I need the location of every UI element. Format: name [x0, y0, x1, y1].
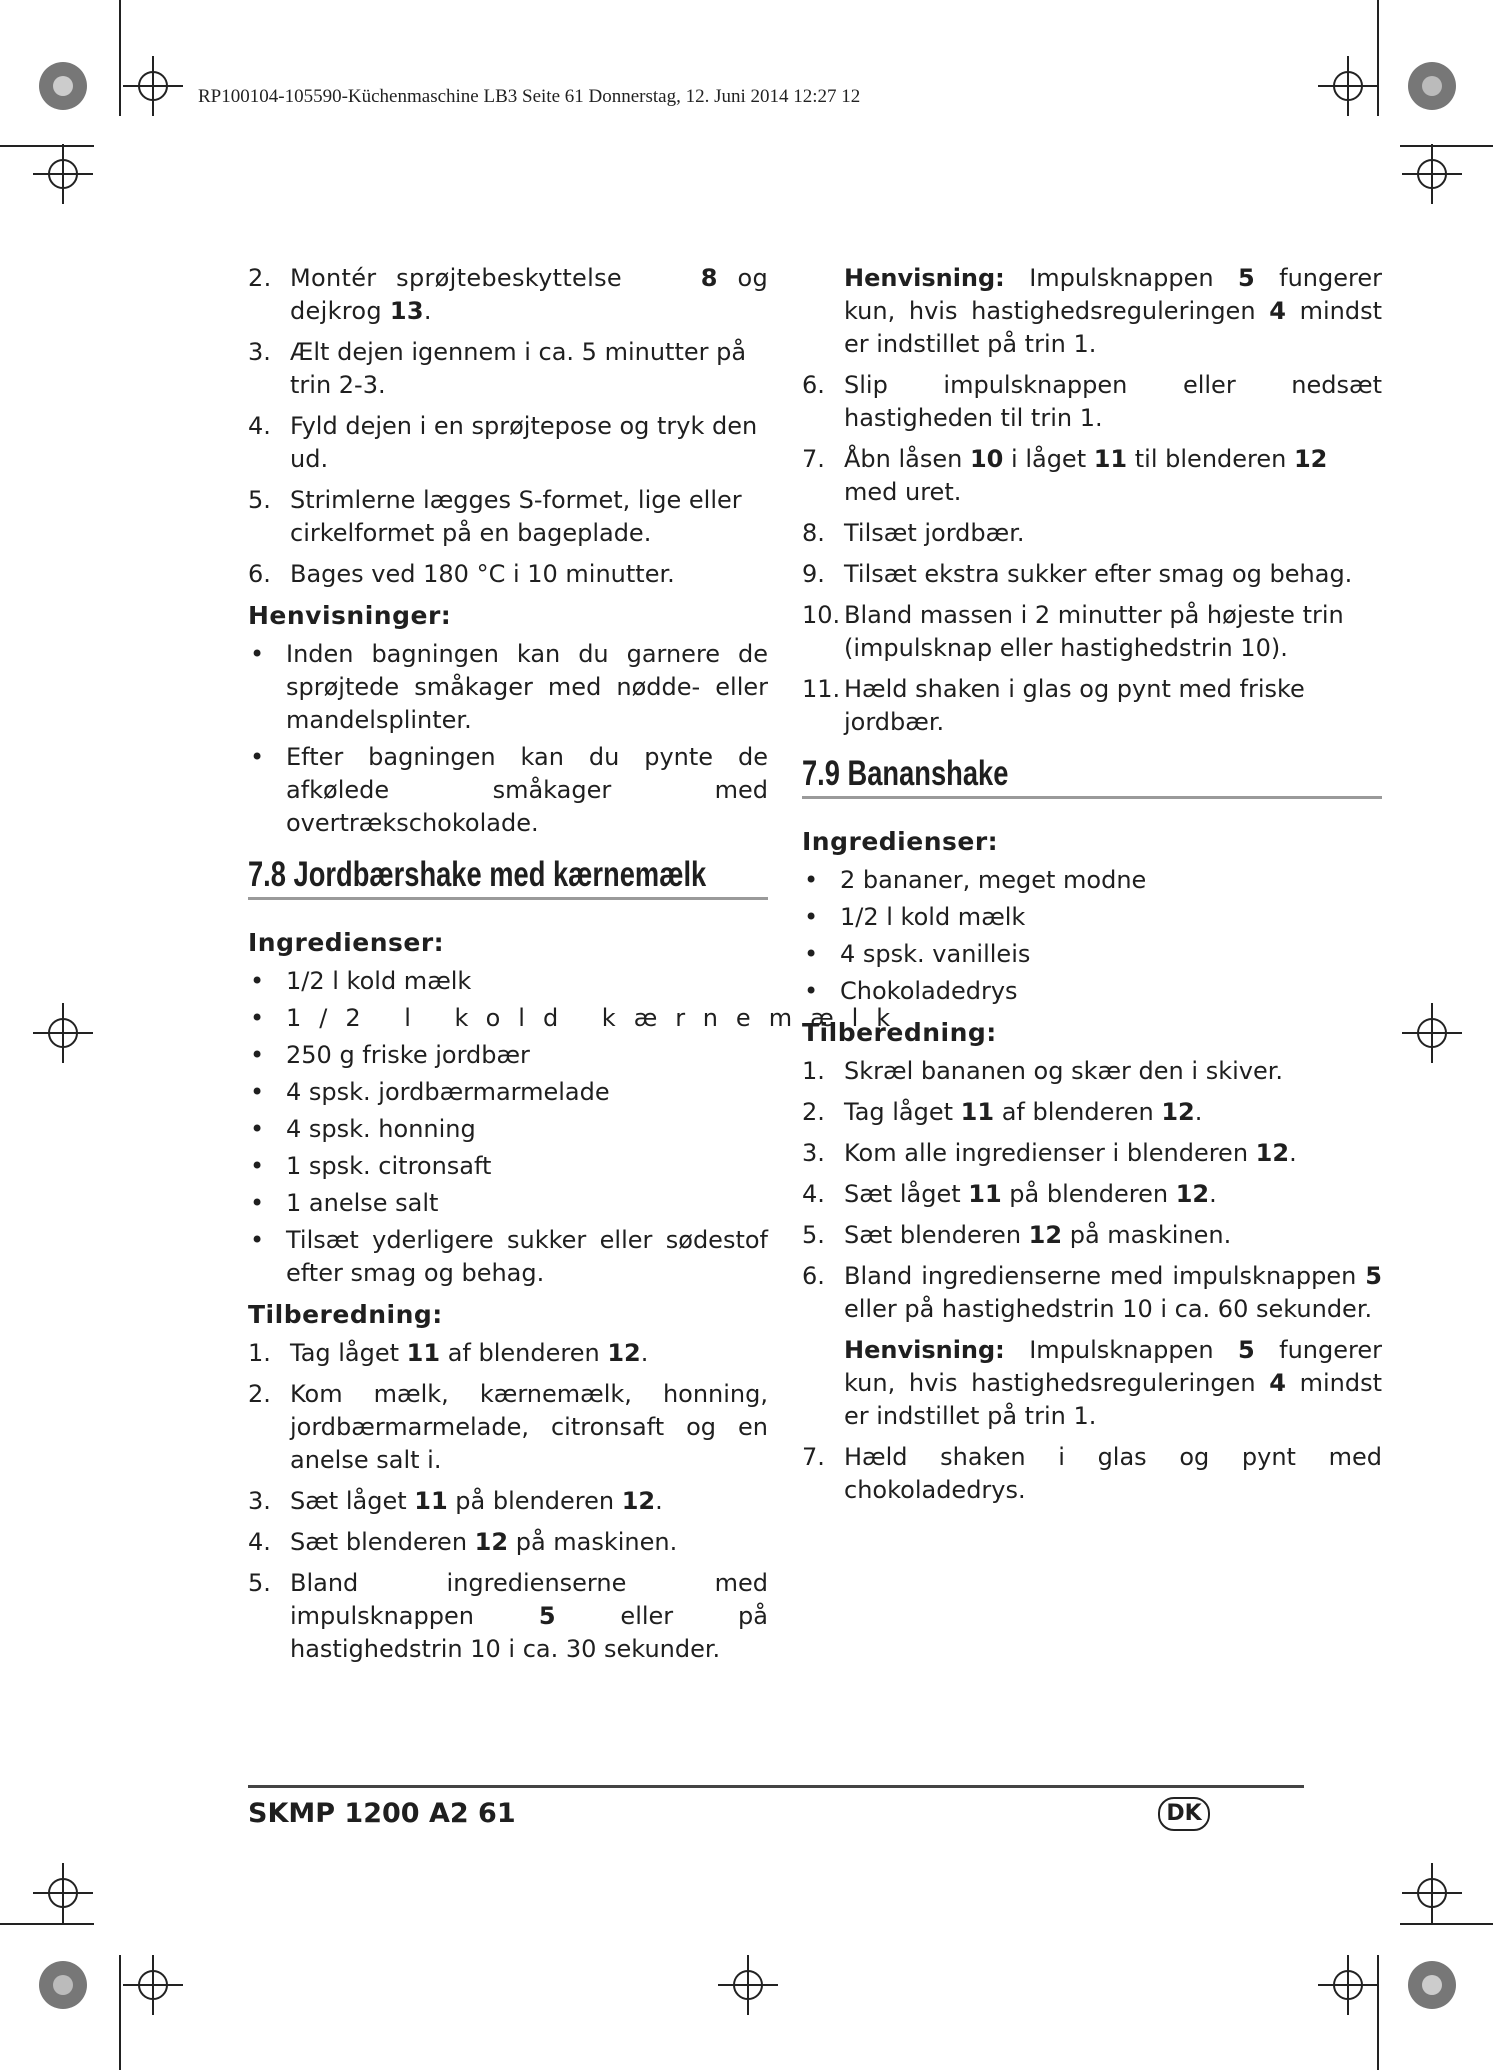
ingredients-heading: Ingredienser:	[802, 827, 999, 856]
prep-step: 4. Sæt blenderen 12 på maskinen.	[248, 1528, 678, 1556]
step-item: 7. Åbn låsen 10 i låget 11 til blenderen 12 med uret.	[802, 445, 1328, 506]
note-item: • Efter bagningen kan du pynte de afkølede småkager med overtrækschokolade.	[248, 741, 768, 840]
step-item: 2. Montér sprøjtebeskyttelse 8 og dejkrog 13.	[248, 264, 768, 325]
language-badge: DK	[1158, 1797, 1210, 1831]
ingredient-item: • 2 bananer, meget modne	[802, 864, 1382, 897]
prep-step: 7. Hæld shaken i glas og pynt med chokoladedrys.	[802, 1443, 1382, 1504]
step-item: 8. Tilsæt jordbær.	[802, 519, 1025, 547]
ingredient-item: • 4 spsk. honning	[248, 1113, 768, 1146]
crosshair-icon	[33, 144, 93, 204]
ingredient-item: • 4 spsk. jordbærmarmelade	[248, 1076, 768, 1109]
step-item: 10. Bland massen i 2 minutter på højeste trin (impulsknap eller hastighedstrin 10).	[802, 601, 1344, 662]
prep-step: 3. Kom alle ingredienser i blenderen 12.	[802, 1139, 1297, 1167]
prep-step: 2. Tag låget 11 af blenderen 12.	[802, 1098, 1203, 1126]
ingredient-item: • 1 anelse salt	[248, 1187, 768, 1220]
note-item: • Inden bagningen kan du garnere de sprøjtede småkager med nødde- eller mandelsplinter.	[248, 638, 768, 737]
step-item: 3. Ælt dejen igennem i ca. 5 minutter på trin 2-3.	[248, 338, 747, 399]
step-item: 6. Bages ved 180 °C i 10 minutter.	[248, 560, 675, 588]
crosshair-icon	[123, 56, 183, 116]
section-title: 7.8 Jordbærshake med kærnemælk	[248, 855, 707, 894]
crosshair-icon	[1402, 1863, 1462, 1923]
crosshair-icon	[1402, 1003, 1462, 1063]
footer-model-page: SKMP 1200 A2 61	[248, 1798, 516, 1829]
step-item: 6. Slip impulsknappen eller nedsæt hastigheden til trin 1.	[802, 371, 1382, 432]
note-block: Henvisning: Impulsknappen 5 fungerer kun, hvis hastighedsreguleringen 4 mindst er indstillet på trin 1.	[844, 264, 1382, 358]
section-rule	[248, 897, 768, 900]
footer-rule	[248, 1785, 1304, 1788]
prep-heading: Tilberedning:	[802, 1018, 997, 1047]
prep-step: 5. Sæt blenderen 12 på maskinen.	[802, 1221, 1232, 1249]
prep-step: 5. Bland ingredienserne med impulsknappen 5 eller på hastighedstrin 10 i ca. 30 sekunder.	[248, 1569, 768, 1663]
notes-heading: Henvisninger:	[248, 601, 452, 630]
step-item: 9. Tilsæt ekstra sukker efter smag og behag.	[802, 560, 1353, 588]
prep-step: 3. Sæt låget 11 på blenderen 12.	[248, 1487, 663, 1515]
right-column	[802, 262, 1382, 1515]
crosshair-icon	[1318, 1955, 1378, 2015]
ingredients-heading: Ingredienser:	[248, 928, 445, 957]
prep-step: 4. Sæt låget 11 på blenderen 12.	[802, 1180, 1217, 1208]
step-item: 11. Hæld shaken i glas og pynt med friske jordbær.	[802, 675, 1305, 736]
ingredient-item: • Chokoladedrys	[802, 975, 1382, 1008]
crosshair-icon	[718, 1955, 778, 2015]
prep-step: 1. Skræl bananen og skær den i skiver.	[802, 1057, 1284, 1085]
ingredient-item: • 1/2 l kold kærnemælk	[248, 1002, 768, 1035]
ingredient-item: • 250 g friske jordbær	[248, 1039, 768, 1072]
ingredient-item: • 1 spsk. citronsaft	[248, 1150, 768, 1183]
crosshair-icon	[1318, 56, 1378, 116]
ingredient-item: • 1/2 l kold mælk	[802, 901, 1382, 934]
ingredient-item: • 1/2 l kold mælk	[248, 965, 768, 998]
note-block: Henvisning: Impulsknappen 5 fungerer kun, hvis hastighedsreguleringen 4 mindst er indstillet på trin 1.	[844, 1336, 1382, 1430]
prep-heading: Tilberedning:	[248, 1300, 443, 1329]
ingredient-item: • Tilsæt yderligere sukker eller sødestof efter smag og behag.	[248, 1224, 768, 1290]
section-title: 7.9 Bananshake	[802, 754, 1009, 793]
crosshair-icon	[1402, 144, 1462, 204]
crosshair-icon	[33, 1863, 93, 1923]
step-item: 5. Strimlerne lægges S-formet, lige eller cirkelformet på en bageplade.	[248, 486, 742, 547]
prep-step: 1. Tag låget 11 af blenderen 12.	[248, 1339, 649, 1367]
crosshair-icon	[123, 1955, 183, 2015]
prep-step: 6. Bland ingredienserne med impulsknappen 5 eller på hastighedstrin 10 i ca. 60 sekunder.	[802, 1262, 1382, 1323]
step-item: 4. Fyld dejen i en sprøjtepose og tryk den ud.	[248, 412, 758, 473]
ingredient-item: • 4 spsk. vanilleis	[802, 938, 1382, 971]
crosshair-icon	[33, 1003, 93, 1063]
prep-step: 2. Kom mælk, kærnemælk, honning, jordbærmarmelade, citronsaft og en anelse salt i.	[248, 1380, 768, 1474]
print-slug: RP100104-105590-Küchenmaschine LB3 Seite 61 Donnerstag, 12. Juni 2014 12:27 12	[198, 86, 861, 107]
section-rule	[802, 796, 1382, 799]
